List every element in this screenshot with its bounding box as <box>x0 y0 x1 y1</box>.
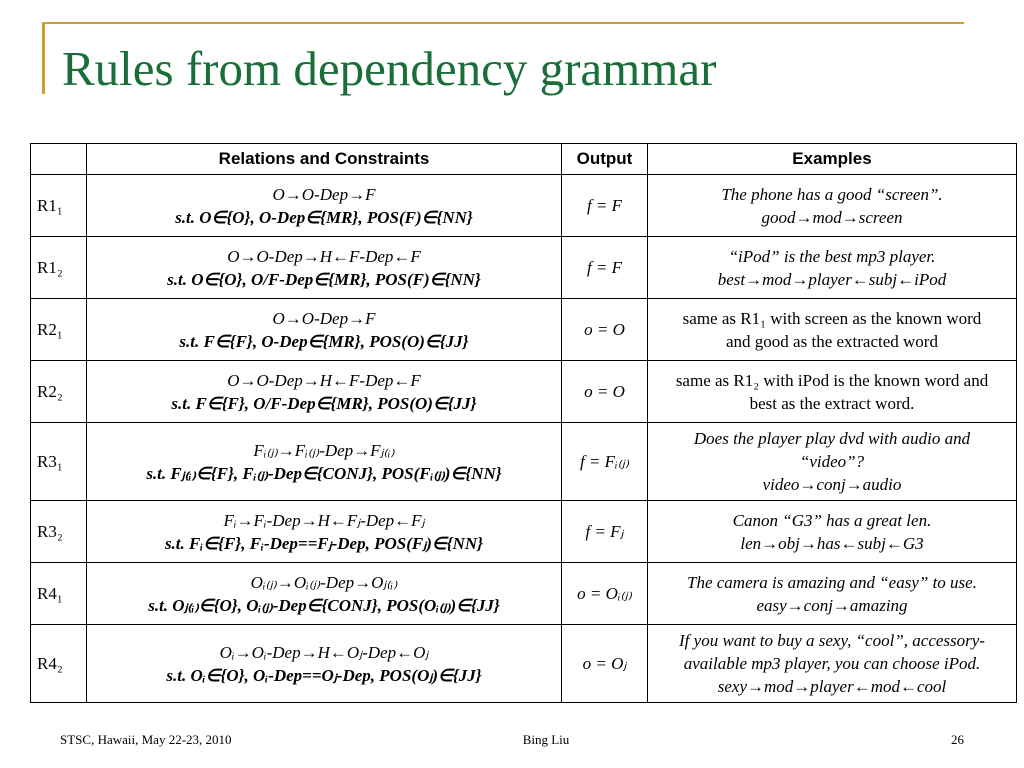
rule-id: R2₁ <box>31 299 87 361</box>
rules-table <box>30 143 1017 703</box>
rule-constraint: s.t. O∈{O}, O/F-Dep∈{MR}, POS(F)∈{NN} <box>167 269 481 289</box>
rule-example-cell <box>648 625 1017 703</box>
rule-example-cell <box>648 175 1017 237</box>
example-dependency: sexy→mod→player←mod←cool <box>717 677 947 696</box>
rule-output: f = Fᵢ₍ⱼ₎ <box>562 423 648 501</box>
rule-output: f = F <box>562 237 648 299</box>
rule-relation-cell <box>87 299 562 361</box>
example-sentence: The phone has a good “screen”. <box>721 184 943 204</box>
rule-example-cell <box>648 423 1017 501</box>
rule-relation: Oᵢ₍ⱼ₎→Oᵢ₍ⱼ₎-Dep→Oⱼ₍ᵢ₎ <box>250 572 398 592</box>
rule-example-cell <box>648 237 1017 299</box>
example-dependency: easy→conj→amazing <box>756 595 908 615</box>
accent-line-vertical <box>42 22 45 94</box>
example-sentence: Does the player play dvd with audio and <box>693 429 971 448</box>
rule-relation-cell <box>87 423 562 501</box>
rule-constraint: s.t. Fᵢ∈{F}, Fᵢ-Dep==Fⱼ-Dep, POS(Fⱼ)∈{NN} <box>164 533 484 553</box>
rule-output: o = Oᵢ₍ⱼ₎ <box>562 563 648 625</box>
rule-example-cell <box>648 361 1017 423</box>
rule-relation: O→O-Dep→F <box>272 308 376 328</box>
rule-output: o = O <box>562 299 648 361</box>
rule-relation-cell <box>87 175 562 237</box>
rule-relation-cell <box>87 237 562 299</box>
rule-relation: Oᵢ→Oᵢ-Dep→H←Oⱼ-Dep←Oⱼ <box>219 642 429 662</box>
rule-relation: O→O-Dep→H←F-Dep←F <box>227 246 421 266</box>
table-row <box>31 423 1017 501</box>
rule-constraint: s.t. Oⱼ₍ᵢ₎∈{O}, Oᵢ₍ⱼ₎-Dep∈{CONJ}, POS(Oᵢ₍ⱼ₎)∈{JJ} <box>148 595 500 615</box>
example-dependency: good→mod→screen <box>761 207 903 227</box>
table-row <box>31 175 1017 237</box>
table-row <box>31 361 1017 423</box>
example-sentence: The camera is amazing and “easy” to use. <box>687 572 977 592</box>
table-header-row <box>31 144 1017 175</box>
footer-author: Bing Liu <box>522 732 570 747</box>
rule-example-cell <box>648 563 1017 625</box>
rule-output: f = F <box>562 175 648 237</box>
table-row <box>31 299 1017 361</box>
rule-relation: O→O-Dep→F <box>272 184 376 204</box>
rule-output: f = Fⱼ <box>562 501 648 563</box>
slide-title: Rules from dependency grammar <box>62 41 717 96</box>
example-line: and good as the extracted word <box>726 331 938 351</box>
rule-id: R4₁ <box>31 563 87 625</box>
table-row <box>31 625 1017 703</box>
rule-relation-cell <box>87 625 562 703</box>
header-examples: Examples <box>648 144 1017 175</box>
header-id <box>31 144 87 175</box>
example-sentence: If you want to buy a sexy, “cool”, accessory- <box>679 631 985 650</box>
rule-id: R1₂ <box>31 237 87 299</box>
table-row <box>31 501 1017 563</box>
accent-line-horizontal <box>42 22 964 24</box>
rule-example-cell <box>648 501 1017 563</box>
footer-page-number: 26 <box>951 732 964 747</box>
rule-example-cell <box>648 299 1017 361</box>
header-output: Output <box>562 144 648 175</box>
example-sentence: available mp3 player, you can choose iPod. <box>683 654 981 673</box>
rule-output: o = Oⱼ <box>562 625 648 703</box>
rule-relation-cell <box>87 501 562 563</box>
rule-output: o = O <box>562 361 648 423</box>
header-relations: Relations and Constraints <box>87 144 562 175</box>
example-line: best as the extract word. <box>749 393 915 413</box>
example-sentence: “iPod” is the best mp3 player. <box>728 246 936 266</box>
rule-relation: Fᵢ→Fᵢ-Dep→H←Fⱼ-Dep←Fⱼ <box>223 510 425 530</box>
rule-constraint: s.t. Oᵢ∈{O}, Oᵢ-Dep==Oⱼ-Dep, POS(Oⱼ)∈{JJ} <box>166 665 482 685</box>
rule-relation: Fᵢ₍ⱼ₎→Fᵢ₍ⱼ₎-Dep→Fⱼ₍ᵢ₎ <box>253 440 395 460</box>
rule-relation: O→O-Dep→H←F-Dep←F <box>227 370 421 390</box>
rule-constraint: s.t. F∈{F}, O/F-Dep∈{MR}, POS(O)∈{JJ} <box>171 393 477 413</box>
rule-id: R3₂ <box>31 501 87 563</box>
example-sentence: “video”? <box>799 452 865 471</box>
rule-id: R4₂ <box>31 625 87 703</box>
example-line: same as R1₂ with iPod is the known word and <box>675 370 989 390</box>
rule-id: R3₁ <box>31 423 87 501</box>
table-row <box>31 563 1017 625</box>
example-dependency: len→obj→has←subj←G3 <box>740 533 924 553</box>
example-dependency: video→conj→audio <box>762 475 902 494</box>
rule-relation-cell <box>87 563 562 625</box>
rule-constraint: s.t. Fⱼ₍ᵢ₎∈{F}, Fᵢ₍ⱼ₎-Dep∈{CONJ}, POS(Fᵢ₍ⱼ₎)∈{NN} <box>146 463 502 483</box>
example-line: same as R1₁ with screen as the known word <box>682 308 982 328</box>
rule-id: R1₁ <box>31 175 87 237</box>
rule-id: R2₂ <box>31 361 87 423</box>
rule-constraint: s.t. F∈{F}, O-Dep∈{MR}, POS(O)∈{JJ} <box>179 331 469 351</box>
table-row <box>31 237 1017 299</box>
footer-conference: STSC, Hawaii, May 22-23, 2010 <box>60 732 232 747</box>
rule-relation-cell <box>87 361 562 423</box>
example-sentence: Canon “G3” has a great len. <box>732 510 932 530</box>
example-dependency: best→mod→player←subj←iPod <box>717 269 947 289</box>
rule-constraint: s.t. O∈{O}, O-Dep∈{MR}, POS(F)∈{NN} <box>175 207 473 227</box>
